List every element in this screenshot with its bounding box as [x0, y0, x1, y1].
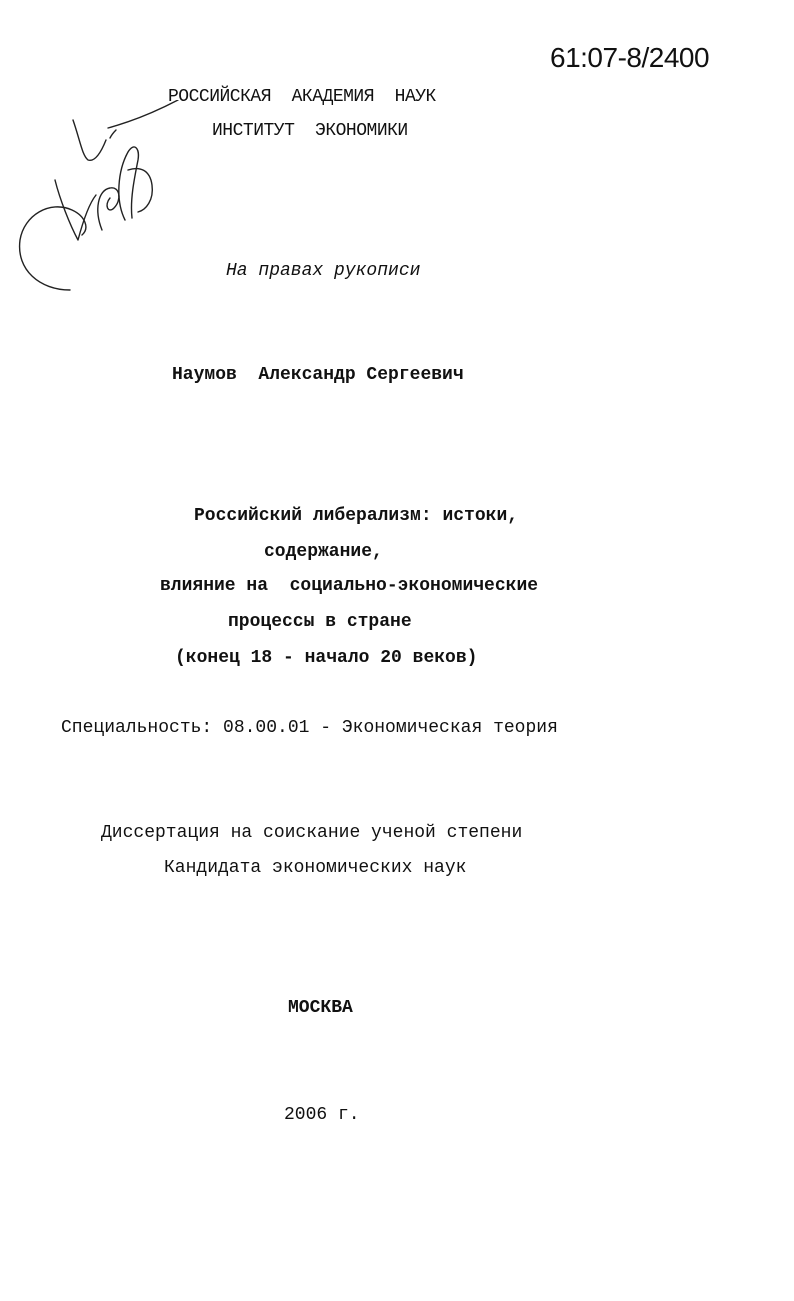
title-line-5: (конец 18 - начало 20 веков) [175, 648, 478, 668]
call-number: 61:07-8/2400 [550, 42, 710, 73]
handwritten-signature-icon [10, 100, 200, 300]
manuscript-note: На правах рукописи [226, 261, 421, 281]
degree-line-2: Кандидата экономических наук [164, 858, 467, 878]
title-line-1: Российский либерализм: истоки, [194, 506, 519, 526]
title-line-2: содержание, [264, 542, 383, 562]
specialty: Специальность: 08.00.01 - Экономическая теория [61, 718, 558, 738]
title-line-4: процессы в стране [228, 612, 412, 632]
header-academy: РОССИЙСКАЯ АКАДЕМИЯ НАУК [168, 87, 436, 107]
degree-line-1: Диссертация на соискание ученой степени [101, 823, 523, 843]
header-institute: ИНСТИТУТ ЭКОНОМИКИ [212, 121, 408, 141]
city: МОСКВА [288, 998, 353, 1018]
year: 2006 г. [284, 1105, 360, 1125]
author-name: Наумов Александр Сергеевич [172, 365, 464, 385]
title-line-3: влияние на социально-экономические [160, 576, 539, 596]
